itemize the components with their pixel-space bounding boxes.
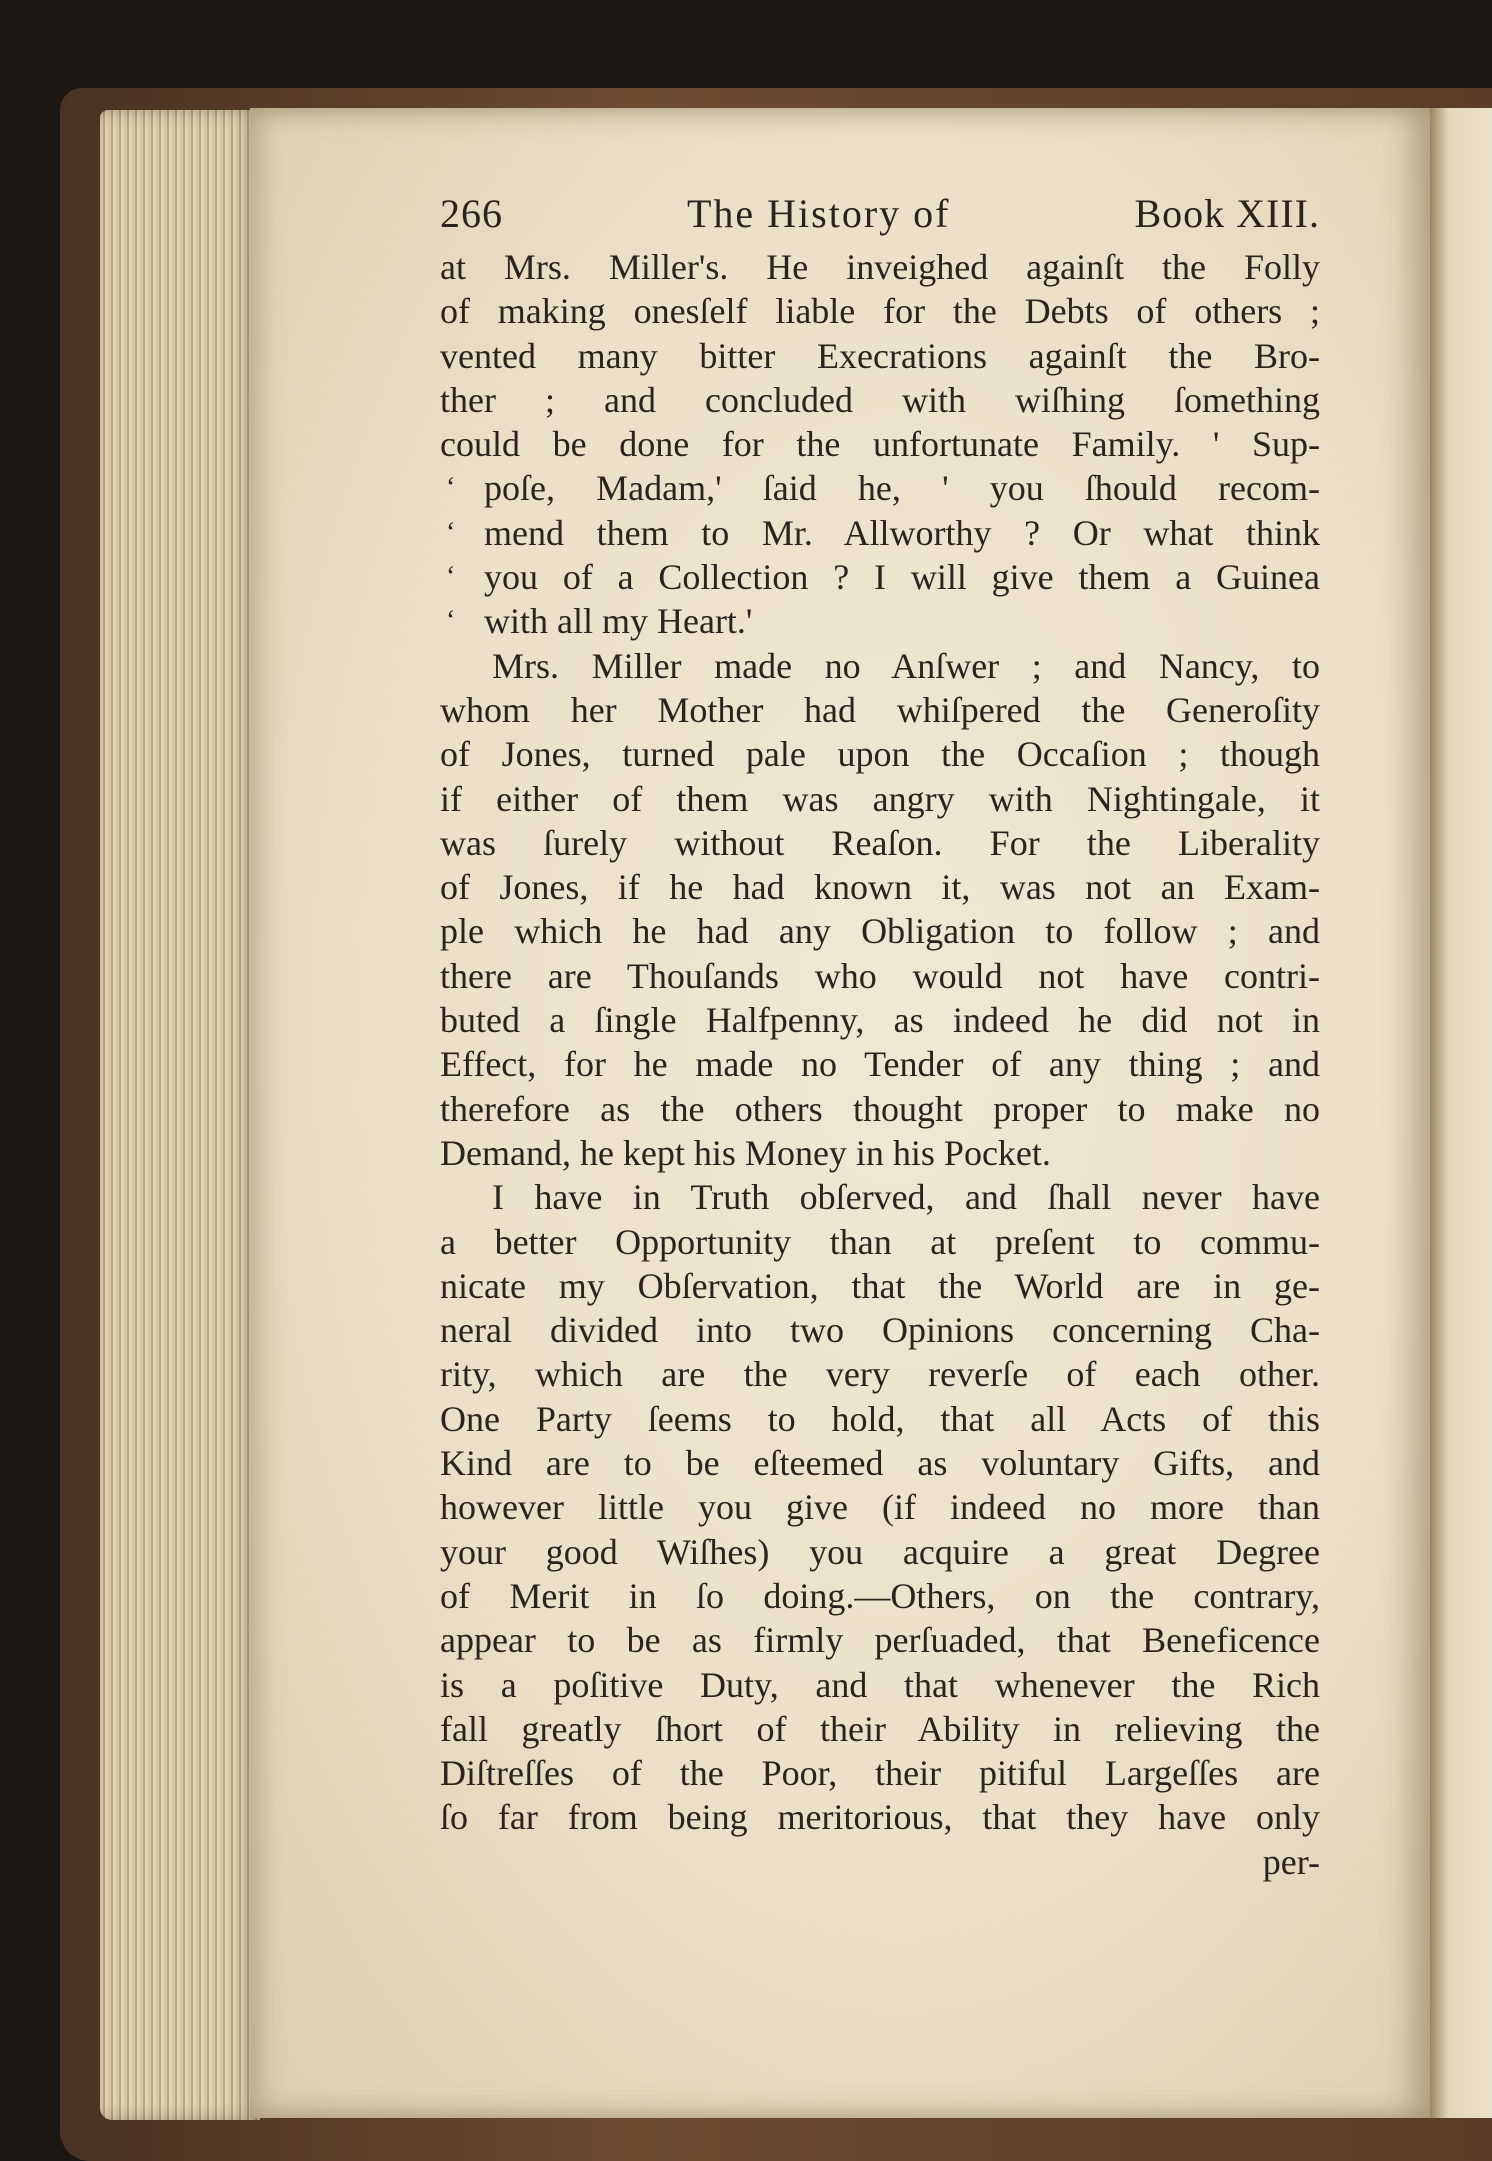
text-line: ſo far from being meritorious, that they have only <box>440 1797 1320 1838</box>
text-line: ple which he had any Obligation to follow ; and <box>440 911 1320 952</box>
text-line: your good Wiſhes) you acquire a great Degree <box>440 1531 1320 1572</box>
text-line: was ſurely without Reaſon. For the Liberality <box>440 822 1320 863</box>
text-line: Effect, for he made no Tender of any thing ; and <box>440 1044 1320 1085</box>
text-line: could be done for the unfortunate Family. ' Sup- <box>440 424 1320 465</box>
text-line: whom her Mother had whiſpered the Generoſity <box>440 689 1320 730</box>
text-line: neral divided into two Opinions concerning Cha- <box>440 1310 1320 1351</box>
text-line: nicate my Obſervation, that the World are in ge- <box>440 1265 1320 1306</box>
text-line: of Jones, turned pale upon the Occaſion ; though <box>440 734 1320 775</box>
text-line: a better Opportunity than at preſent to commu- <box>440 1221 1320 1262</box>
body-text <box>440 245 1320 1840</box>
text-line: buted a ſingle Halfpenny, as indeed he did not in <box>440 1000 1320 1041</box>
facing-page-edge <box>1430 108 1492 2118</box>
text-line: appear to be as firmly perſuaded, that Beneficence <box>440 1620 1320 1661</box>
text-line: at Mrs. Miller's. He inveighed againſt the Folly <box>440 247 1320 287</box>
text-line: ther ; and concluded with wiſhing ſomething <box>440 379 1320 420</box>
text-line: is a poſitive Duty, and that whenever the Rich <box>440 1664 1320 1705</box>
text-line: Diſtreſſes of the Poor, their pitiful Largeſſes are <box>440 1753 1320 1794</box>
text-line: ‘ poſe, Madam,' ſaid he, ' you ſhould recom- <box>440 466 1320 510</box>
text-line: ‘ you of a Collection ? I will give them a Guinea <box>440 555 1320 599</box>
text-line: Demand, he kept his Money in his Pocket. <box>440 1132 1051 1173</box>
text-line: however little you give (if indeed no more than <box>440 1487 1320 1528</box>
text-line: if either of them was angry with Nightingale, it <box>440 778 1320 819</box>
text-line: ‘ with all my Heart.' <box>440 599 1320 643</box>
text-line: there are Thouſands who would not have contri- <box>440 955 1320 996</box>
page-edges <box>100 110 260 2120</box>
text-line: fall greatly ſhort of their Ability in relieving the <box>440 1708 1320 1749</box>
running-title: The History of <box>686 191 951 236</box>
book-page <box>250 108 1430 2118</box>
page-number: 266 <box>440 191 503 236</box>
text-line: of making onesſelf liable for the Debts of others ; <box>440 291 1320 332</box>
catchword: per- <box>1262 1841 1320 1882</box>
text-line: vented many bitter Execrations againſt the Bro- <box>440 335 1320 376</box>
book-label: Book XIII. <box>1134 191 1320 236</box>
running-head <box>440 190 1320 237</box>
text-line: of Jones, if he had known it, was not an Exam- <box>440 867 1320 908</box>
text-block <box>440 190 1320 1884</box>
text-line: I have in Truth obſerved, and ſhall never have <box>492 1177 1320 1218</box>
text-line: One Party ſeems to hold, that all Acts of this <box>440 1398 1320 1439</box>
text-line: rity, which are the very reverſe of each other. <box>440 1354 1320 1395</box>
text-line: of Merit in ſo doing.—Others, on the contrary, <box>440 1575 1320 1616</box>
text-line: Mrs. Miller made no Anſwer ; and Nancy, to <box>492 645 1320 686</box>
text-line: ‘ mend them to Mr. Allworthy ? Or what think <box>440 511 1320 555</box>
text-line: Kind are to be eſteemed as voluntary Gifts, and <box>440 1443 1320 1484</box>
text-line: therefore as the others thought proper to make no <box>440 1088 1320 1129</box>
